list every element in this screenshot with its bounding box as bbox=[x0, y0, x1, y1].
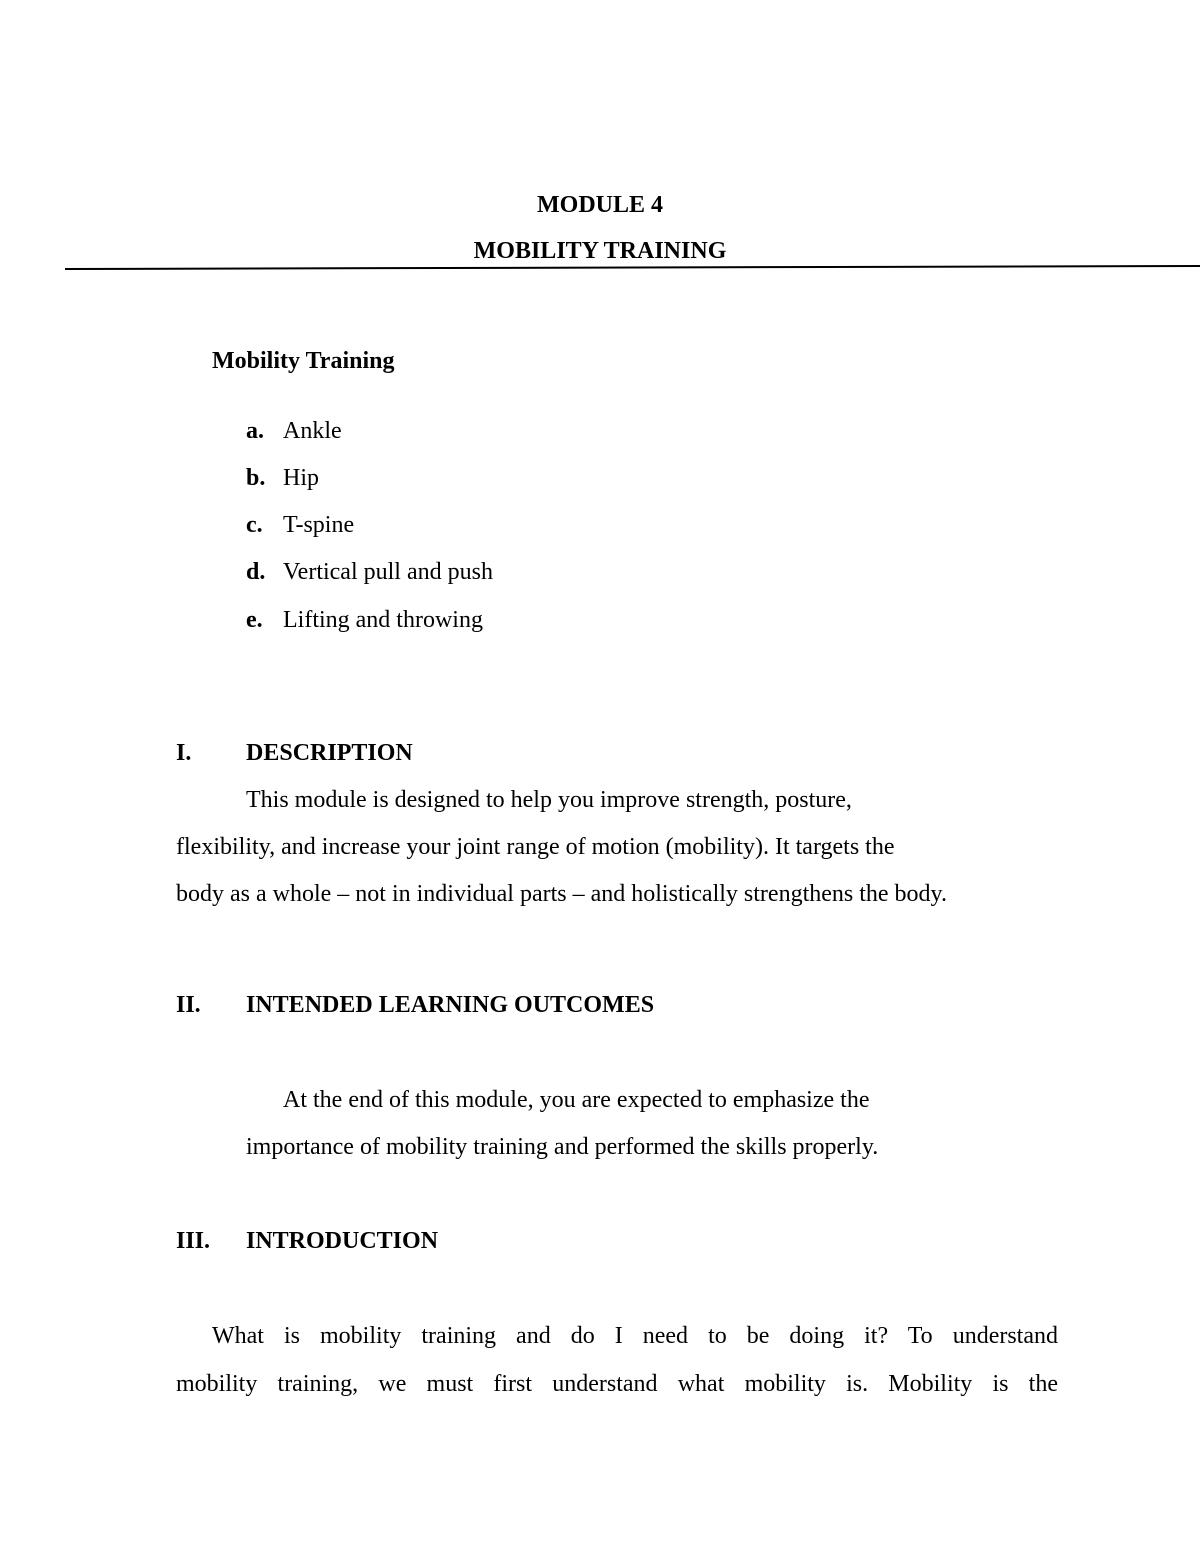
section-title: DESCRIPTION bbox=[246, 740, 413, 766]
paragraph-line: flexibility, and increase your joint range of motion (mobility). It targets the bbox=[176, 834, 895, 860]
section-title: INTENDED LEARNING OUTCOMES bbox=[246, 992, 655, 1018]
section-title: INTRODUCTION bbox=[246, 1228, 439, 1254]
paragraph-line: This module is designed to help you improve strength, posture, bbox=[246, 787, 852, 813]
list-item-text: Vertical pull and push bbox=[283, 559, 493, 585]
list-item-text: Lifting and throwing bbox=[283, 607, 483, 633]
paragraph-line: At the end of this module, you are expected to emphasize the bbox=[283, 1087, 870, 1113]
list-item-letter: d. bbox=[246, 559, 266, 585]
list-item-text: Ankle bbox=[283, 418, 342, 444]
paragraph-line: mobility training, we must first understand what mobility is. Mobility is the bbox=[176, 1371, 1058, 1397]
list-item-letter: c. bbox=[246, 512, 263, 538]
list-item-letter: b. bbox=[246, 465, 266, 491]
paragraph-line: importance of mobility training and performed the skills properly. bbox=[246, 1134, 879, 1160]
paragraph-line: What is mobility training and do I need to be doing it? To understand bbox=[212, 1323, 1058, 1349]
module-label: MODULE 4 bbox=[537, 192, 663, 218]
header-divider bbox=[65, 265, 1200, 270]
section-number: I. bbox=[176, 740, 192, 766]
section-number: III. bbox=[176, 1228, 211, 1254]
module-title: MOBILITY TRAINING bbox=[473, 238, 727, 264]
topic-heading: Mobility Training bbox=[212, 348, 395, 374]
list-item-letter: e. bbox=[246, 607, 263, 633]
paragraph-line: body as a whole – not in individual parts – and holistically strengthens the body. bbox=[176, 881, 947, 907]
list-item-text: T-spine bbox=[283, 512, 355, 538]
section-number: II. bbox=[176, 992, 201, 1018]
list-item-text: Hip bbox=[283, 465, 319, 491]
list-item-letter: a. bbox=[246, 418, 264, 444]
